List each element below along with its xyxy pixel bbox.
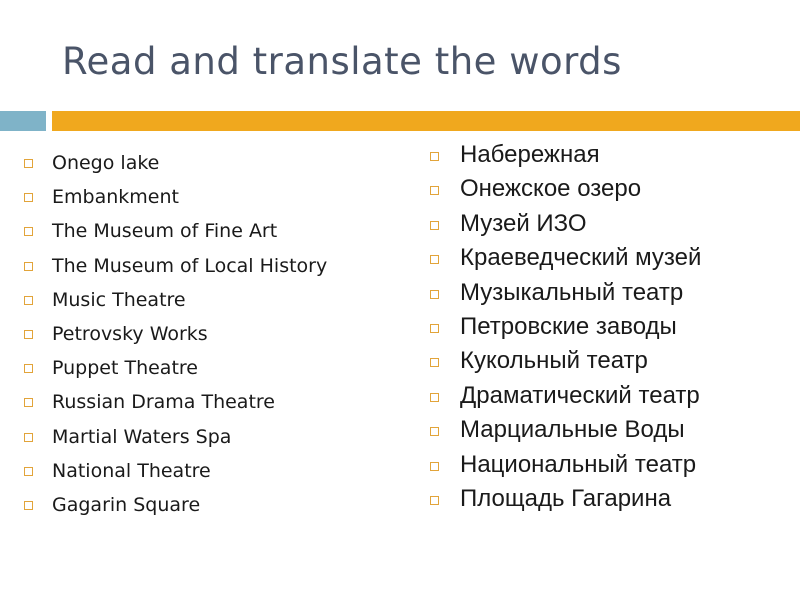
english-word-item-text: The Museum of Fine Art [52, 220, 278, 243]
russian-word-item-text: Онежское озеро [460, 175, 642, 203]
russian-word-item-text: Музей ИЗО [460, 209, 587, 237]
russian-word-item [430, 379, 701, 413]
square-bullet-icon [430, 221, 439, 230]
russian-word-item-text: Национальный театр [460, 450, 697, 478]
english-word-item-text: Onego lake [52, 152, 160, 174]
english-word-item-text: National Theatre [52, 459, 211, 482]
square-bullet-icon [24, 159, 33, 168]
russian-word-item-text: Марциальные Воды [460, 416, 685, 444]
russian-word-item [430, 207, 701, 241]
russian-word-item [430, 276, 701, 310]
square-bullet-icon [24, 364, 33, 373]
square-bullet-icon [24, 330, 33, 339]
russian-word-item-text: Кукольный театр [460, 347, 648, 375]
square-bullet-icon [430, 186, 439, 195]
square-bullet-icon [24, 262, 33, 271]
square-bullet-icon [430, 324, 439, 333]
russian-word-item-text: Набережная [460, 141, 600, 168]
square-bullet-icon [24, 398, 33, 407]
square-bullet-icon [430, 152, 439, 161]
english-word-item [24, 180, 327, 214]
english-word-item-text: The Museum of Local History [52, 254, 328, 277]
russian-word-item [430, 138, 701, 172]
english-word-item-text: Gagarin Square [52, 493, 201, 516]
russian-word-item-text: Музыкальный театр [460, 278, 684, 306]
square-bullet-icon [430, 462, 439, 471]
square-bullet-icon [430, 255, 439, 264]
english-word-item-text: Martial Waters Spa [52, 425, 232, 448]
square-bullet-icon [430, 358, 439, 367]
square-bullet-icon [430, 427, 439, 436]
english-word-item [24, 351, 327, 385]
russian-word-item-text: Площадь Гагарина [460, 484, 672, 512]
english-word-item [24, 454, 327, 488]
russian-word-item [430, 172, 701, 206]
english-word-item-text: Music Theatre [52, 288, 186, 311]
square-bullet-icon [430, 393, 439, 402]
square-bullet-icon [430, 290, 439, 299]
square-bullet-icon [24, 501, 33, 510]
slide-title: Read and translate the words [62, 40, 622, 83]
russian-word-item-text: Петровские заводы [460, 312, 677, 340]
english-word-item [24, 420, 327, 454]
english-word-item [24, 146, 327, 180]
russian-word-item [430, 344, 701, 378]
accent-bar-left [0, 111, 46, 131]
english-word-item [24, 214, 327, 248]
english-word-item [24, 283, 327, 317]
square-bullet-icon [24, 296, 33, 305]
square-bullet-icon [24, 467, 33, 476]
russian-word-item-text: Краеведческий музей [460, 244, 702, 272]
russian-word-item [430, 482, 701, 516]
square-bullet-icon [24, 227, 33, 236]
russian-word-item [430, 413, 701, 447]
square-bullet-icon [24, 193, 33, 202]
english-word-item-text: Russian Drama Theatre [52, 391, 275, 414]
square-bullet-icon [24, 433, 33, 442]
russian-word-item-text: Драматический театр [460, 381, 700, 409]
english-word-item [24, 249, 327, 283]
english-word-item-text: Petrovsky Works [52, 322, 208, 345]
russian-word-item [430, 448, 701, 482]
accent-bar-right [52, 111, 800, 131]
english-word-item [24, 385, 327, 419]
russian-word-list [430, 138, 701, 516]
english-word-item [24, 488, 327, 522]
russian-word-item [430, 310, 701, 344]
english-word-item-text: Embankment [52, 186, 179, 209]
russian-word-item [430, 241, 701, 275]
english-word-list [24, 146, 327, 522]
english-word-item [24, 317, 327, 351]
square-bullet-icon [430, 496, 439, 505]
english-word-item-text: Puppet Theatre [52, 357, 198, 380]
